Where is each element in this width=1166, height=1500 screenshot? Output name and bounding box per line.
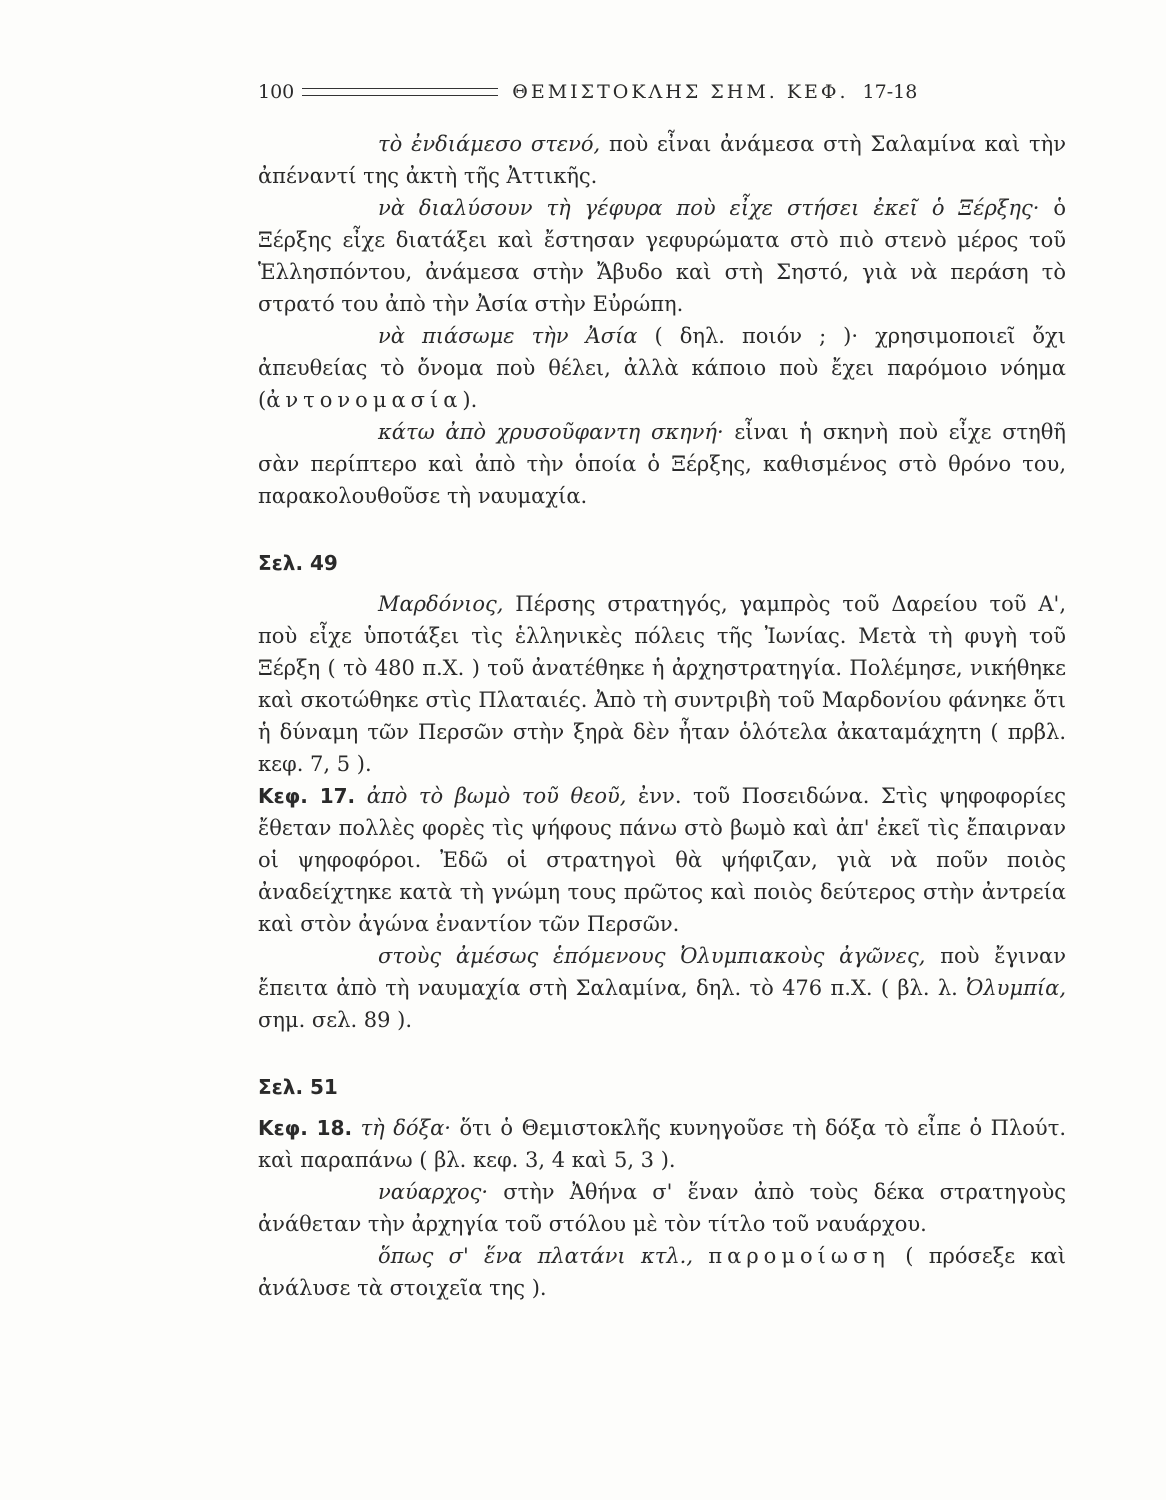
chapter-range: 17-18 (862, 81, 918, 103)
lemma: ὅπως σ' ἕνα πλατάνι κτλ., (378, 1244, 694, 1268)
note-text (693, 1244, 708, 1268)
section-heading: Σελ. 51 (258, 1075, 338, 1099)
note-paragraph (258, 192, 1066, 320)
note-text: Πέρσης στρατηγός, γαμπρὸς τοῦ Δαρείου τοῦ Α', ποὺ εἶχε ὑποτάξει τὶς ἑλληνικὲς πόλεις τῆς Ἰωνίας. Μετὰ τὴ φυγὴ τοῦ Ξέρξη ( τὸ 480 π.Χ. ) τοῦ ἀνατέθηκε ἡ ἀρχηστρατηγία. Πολέμησε, νικήθηκε καὶ σκοτώθηκε στὶς Πλαταιές. Ἀπὸ τὴ συντριβὴ τοῦ Μαρδονίου φάνηκε ὅτι ἡ δύναμη τῶν Περσῶν στὴν ξηρὰ δὲν ἦταν ὁλότελα ἀκαταμάχητη ( πρβλ. κεφ. 7, 5 ). (258, 592, 1066, 776)
lemma: νὰ διαλύσουν τὴ γέφυρα ποὺ εἶχε στήσει ἐκεῖ ὁ Ξέρξης· (378, 196, 1040, 220)
header-rule (302, 88, 498, 96)
lemma: τὴ δόξα· (352, 1116, 451, 1140)
note-text: ὅτι ὁ Θεμιστοκλῆς κυνηγοῦσε τὴ δόξα τὸ εἶπε ὁ Πλούτ. καὶ παραπάνω ( βλ. κεφ. 3, 4 καὶ 5, 3 ). (258, 1116, 1066, 1172)
lemma: νὰ πιάσωμε τὴν Ἀσία (378, 324, 638, 348)
spaced-term: ἀντονομασία (266, 388, 463, 412)
lemma: τὸ ἐνδιάμεσο στενό, (378, 132, 601, 156)
commentary-text (258, 128, 1066, 1304)
note-text: ποὺ ἔγιναν ἔπειτα ἀπὸ τὴ ναυμαχία στὴ Σαλαμίνα, δηλ. τὸ 476 π.Χ. ( βλ. λ. (258, 944, 1066, 1000)
note-text: ἐνν. τοῦ Ποσειδώνα. Στὶς ψηφοφορίες ἔθεταν πολλὲς φορὲς τὶς ψήφους πάνω στὸ βωμὸ καὶ ἀπ' ἐκεῖ τὶς ἔπαιρναν οἱ ψηφοφόροι. Ἐδῶ οἱ στρατηγοὶ θὰ ψήφιζαν, γιὰ νὰ ποῦν ποιὸς ἀναδείχτηκε κατὰ τὴ γνώμη τους πρῶτος καὶ ποιὸς δεύτερος στὴν ἀντρεία καὶ στὸν ἀγώνα ἐναντίον τῶν Περσῶν. (258, 784, 1066, 936)
note-paragraph (258, 940, 1066, 1036)
lemma: στοὺς ἀμέσως ἑπόμενους Ὀλυμπιακοὺς ἀγῶνες, (378, 944, 926, 968)
chapter-label: Κεφ. 17. (258, 784, 356, 808)
section-heading: Σελ. 49 (258, 551, 338, 575)
lemma: ἀπὸ τὸ βωμὸ τοῦ θεοῦ, (355, 784, 627, 808)
cross-ref: Ὀλυμπία, (966, 976, 1066, 1000)
lemma: ναύαρχος· (378, 1180, 489, 1204)
note-paragraph (258, 320, 1066, 416)
note-paragraph (258, 128, 1066, 192)
note-text: ὁ Ξέρξης εἶχε διατάξει καὶ ἔστησαν γεφυρώματα στὸ πιὸ στενὸ μέρος τοῦ Ἑλλησπόντου, ἀνάμεσα στὴν Ἄβυδο καὶ στὴ Σηστό, γιὰ νὰ περάση τὸ στρατό του ἀπὸ τὴν Ἀσία στὴν Εὐρώπη. (258, 196, 1066, 316)
running-header (258, 78, 1066, 106)
note-paragraph (258, 1176, 1066, 1240)
note-text: εἶναι ἡ σκηνὴ ποὺ εἶχε στηθῆ σὰν περίπτερο καὶ ἀπὸ τὴν ὁποία ὁ Ξέρξης, καθισμένος στὸ θρόνο του, παρακολουθοῦσε τὴ ναυμαχία. (258, 420, 1066, 508)
page (258, 78, 1066, 1304)
note-text: στὴν Ἀθήνα σ' ἕναν ἀπὸ τοὺς δέκα στρατηγοὺς ἀνάθεταν τὴν ἀρχηγία τοῦ στόλου μὲ τὸν τίτλο τοῦ ναυάρχου. (258, 1180, 1066, 1236)
note-paragraph (258, 1240, 1066, 1304)
note-paragraph (258, 416, 1066, 512)
lemma: Μαρδόνιος, (378, 592, 504, 616)
note-text: ποὺ εἶναι ἀνάμεσα στὴ Σαλαμίνα καὶ τὴν ἀπέναντί της ἀκτὴ τῆς Ἀττικῆς. (258, 132, 1067, 188)
spaced-term: παρομοίωση (708, 1244, 890, 1268)
note-paragraph (258, 588, 1066, 780)
chapter-label: Κεφ. 18. (258, 1116, 353, 1140)
note-text: ( δηλ. ποιόν ; )· χρησιμοποιεῖ ὄχι ἀπευθείας τὸ ὄνομα ποὺ θέλει, ἀλλὰ κάποιο ποὺ ἔχει παρόμοιο νόημα ( (258, 324, 1066, 412)
note-text: ). (462, 388, 478, 412)
note-paragraph (258, 780, 1066, 940)
running-title: ΘΕΜΙΣΤΟΚΛΗΣ ΣΗΜ. ΚΕΦ. (512, 81, 849, 103)
note-paragraph (258, 1112, 1066, 1176)
note-text: σημ. σελ. 89 ). (258, 1008, 413, 1032)
note-text: ( πρόσεξε καὶ ἀνάλυσε τὰ στοιχεῖα της ). (258, 1244, 1066, 1300)
lemma: κάτω ἀπὸ χρυσοῦφαντη σκηνή· (378, 420, 724, 444)
page-number: 100 (258, 81, 295, 103)
